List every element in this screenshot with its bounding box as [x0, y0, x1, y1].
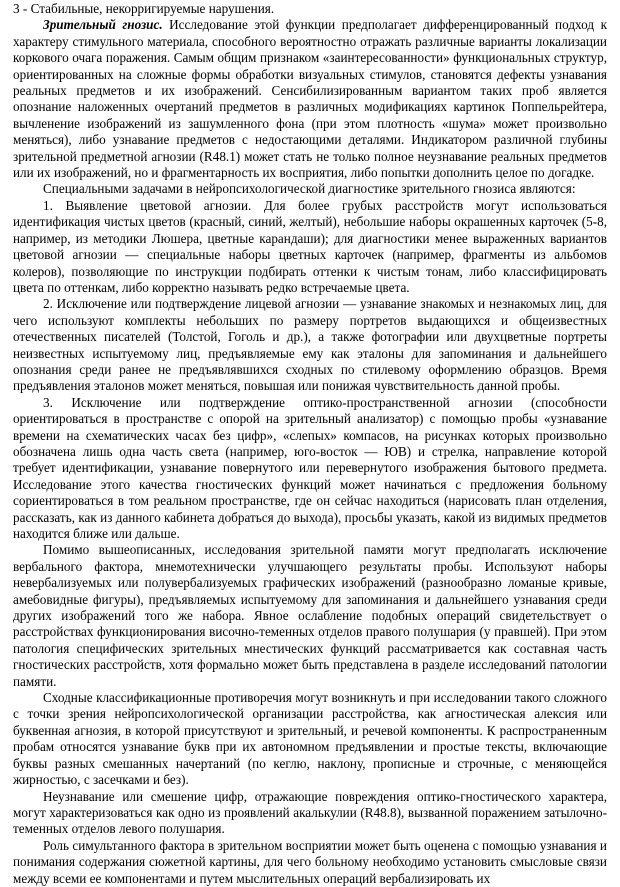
paragraph-face-agnosia: 2. Исключение или подтверждение лицевой агнозии — узнавание знакомых и незнакомых лиц, для чего используют комплекты небольших по размеру портретов выдающихся и общеизвестных отечественных писателей (Толстой, Гоголь и др.), а также фотографии или двухцветные портреты неизвестных испытуемому лиц, предъявляемые ему как эталоны для запоминания и дальнейшего опознания среди ранее не предъявлявшихся сходных по стилевому оформлению образцов. Время предъявления эталонов может меняться, повышая или понижая чувствительность данной пробы.	[13, 296, 607, 394]
paragraph-acalculia: Неузнавание или смешение цифр, отражающие повреждения оптико-гностического характера, могут характеризоваться как одно из проявлений акалькулии (R48.8), вызванной поражением затылочно-теменных отделов левого полушария.	[13, 788, 607, 837]
section-term: Зрительный гнозис.	[43, 17, 163, 33]
paragraph-special-tasks: Специальными задачами в нейропсихологической диагностике зрительного гнозиса являются:	[43, 181, 576, 197]
paragraph-severity-note: 3 - Стабильные, некорригируемые нарушения.	[13, 1, 275, 16]
paragraph-simultaneous-factor: Роль симультанного фактора в зрительном восприятии может быть оценена с помощью узнавания и понимания содержания сюжетной картины, для чего больному необходимо установить смысловые связи между всеми ее компонентами и путем мыслительных операций вербализировать их	[13, 837, 607, 886]
paragraph-visual-memory: Помимо вышеописанных, исследования зрительной памяти могут предполагать исключение вербального фактора, мнемотехнически улучшающего результаты пробы. Используют наборы невербализуемых или полувербализуемых графических изображений (разнообразно ломаные кривые, амебовидные фигуры), предъявляемых испытуемому для запоминания и дальнейшего узнавания среди других изображений того же набора. Явное ослабление подобных операций свидетельствует о расстройствах функционирования височно-теменных отделов правого полушария (у правшей). При этом патология специфических зрительных мнестических функций рассматривается как составная часть гностических расстройств, хотя формально может быть представлена в разделе исследований патологии памяти.	[13, 542, 607, 689]
paragraph-alexia: Сходные классификационные противоречия могут возникнуть и при исследовании такого сложного с точки зрения нейропсихологической организации расстройства, как агностическая алексия или буквенная агнозия, в которой присутствуют и зрительный, и речевой компоненты. К распространенным пробам относятся узнавание букв при их автономном предъявлении и простые тексты, включающие буквы разных смешанных начертаний (по кеглю, наклону, прописные и строчные, с меняющейся жирностью, с засечками и без).	[13, 690, 607, 788]
paragraph-visual-gnosis	[13, 17, 607, 181]
paragraph-body: Исследование этой функции предполагает дифференцированный подход к характеру стимульного материала, способного вероятностно отражать различные варианты локализации коркового очага поражения. Самым общим признаком «заинтересованности» функциональных структур, ориентированных на сложные формы обработки визуальных стимулов, становятся дефекты узнавания реальных предметов и их изображений. Сенсибилизированным вариантом таких проб является опознание наложенных очертаний предметов в различных модификациях картинок Поппельрейтера, вычленение изображений из зашумленного фона (при этом плотность «шума» может произвольно меняться), либо узнавание предметов с недостающими деталями. Индикатором различной глубины зрительной предметной агнозии (R48.1) может стать не только полное неузнавание реальных предметов или их изображений, но и фрагментарность их восприятия, либо попытки дополнить целое по догадке.	[13, 17, 607, 181]
paragraph-spatial-agnosia: 3. Исключение или подтверждение оптико-пространственной агнозии (способности ориентироваться в пространстве с опорой на зрительный анализатор) с помощью пробы «узнавание времени на схематических часах без цифр», «слепых» компасов, на рисунках которых произвольно обозначена лишь одна часть света (например, юго-восток — ЮВ) и стрелка, направление которой требует идентификации, узнавание повернутого или перевернутого изображения бытового предмета. Исследование этого качества гностических функций может начинаться с предложения больному сориентироваться в том реальном пространстве, где он сейчас находиться (нарисовать план отделения, рассказать, как из данного кабинета добраться до выхода), просьбы указать, какой из видимых предметов находится ближе или дальше.	[13, 394, 607, 541]
paragraph-color-agnosia: 1. Выявление цветовой агнозии. Для более грубых расстройств могут использоваться идентификация чистых цветов (красный, синий, желтый), небольшие наборы окрашенных карточек (5-8, например, из методики Люшера, цветные карандаши); для диагностики менее выраженных вариантов цветовой агнозии — специальные наборы цветных карточек (например, фрагменты из альбомов колеров), позволяющие по инструкции подбирать оттенки к чистым тонам, либо классифицировать цвета по оттенкам, либо корректно называть редко встречаемые цвета.	[13, 197, 607, 295]
